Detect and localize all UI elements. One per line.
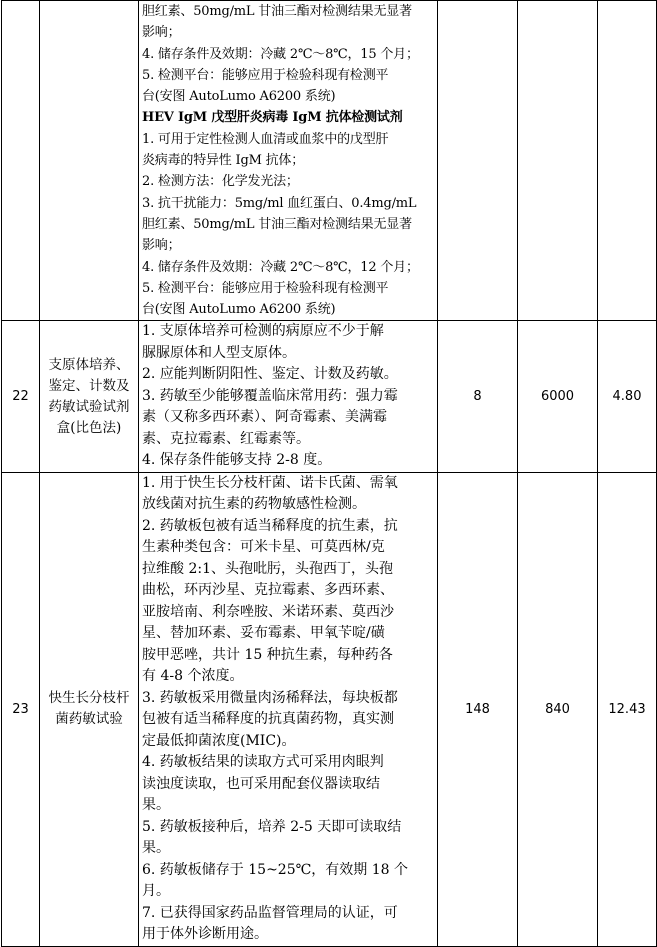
spec-line: 果。 — [142, 797, 170, 814]
item-quantity-cell: 8 — [438, 321, 518, 473]
spec-line: 3. 药敏板采用微量肉汤稀释法，每块板都 — [142, 689, 398, 706]
spec-line: 素、克拉霉素、红霉素等。 — [142, 430, 310, 447]
spec-line: 台(安图 AutoLumo A6200 系统) — [142, 302, 336, 318]
item-quantity-cell — [438, 1, 518, 321]
item-unit-price-cell: 840 — [518, 472, 598, 946]
item-name-cell: 快生长分枝杆菌药敏试验 — [40, 472, 139, 946]
spec-line: 5. 检测平台：能够应用于检验科现有检测平 — [142, 280, 389, 296]
spec-line: 脲脲原体和人型支原体。 — [142, 344, 296, 361]
table-row — [2, 1, 657, 321]
spec-line: 星、替加环素、妥布霉素、甲氧苄啶/磺 — [142, 625, 385, 642]
spec-line: 放线菌对抗生素的药物敏感性检测。 — [142, 496, 366, 513]
item-total-cell — [598, 1, 657, 321]
spec-line: 炎病毒的特异性 IgM 抗体； — [142, 153, 305, 169]
spec-line: 月。 — [142, 883, 170, 900]
spec-line: 6. 药敏板储存于 15~25℃，有效期 18 个 — [142, 861, 408, 878]
spec-line: 1. 支原体培养可检测的病原应不少于解 — [142, 323, 384, 340]
item-quantity-cell: 148 — [438, 472, 518, 946]
spec-line: 亚胺培南、利奈唑胺、米诺环素、莫西沙 — [142, 603, 394, 620]
item-total-cell: 4.80 — [598, 321, 657, 473]
item-spec-cell — [139, 321, 438, 473]
item-total-cell: 12.43 — [598, 472, 657, 946]
table-row — [2, 321, 657, 473]
spec-line: 胺甲恶唑，共计 15 种抗生素，每种药各 — [142, 646, 393, 663]
spec-line: 4. 储存条件及效期：冷藏 2℃～8℃，12 个月； — [142, 259, 419, 275]
spec-line: 胆红素、50mg/mL 甘油三酯对检测结果无显著 — [142, 216, 412, 232]
spec-line: 影响； — [142, 25, 181, 41]
spec-line: 有 4-8 个浓度。 — [142, 668, 244, 685]
spec-line: 包被有适当稀释度的抗真菌药物，真实测 — [142, 711, 394, 728]
spec-line: 生素种类包含：可米卡星、可莫西林/克 — [142, 539, 385, 556]
spec-line: 2. 检测方法：化学发光法； — [142, 174, 299, 190]
item-number-cell: 22 — [2, 321, 40, 473]
spec-line: 果。 — [142, 840, 170, 857]
spec-line: 5. 检测平台：能够应用于检验科现有检测平 — [142, 67, 389, 83]
spec-line: 台(安图 AutoLumo A6200 系统) — [142, 89, 336, 105]
spec-line: 5. 药敏板接种后，培养 2-5 天即可读取结 — [142, 818, 402, 835]
spec-line: 2. 应能判断阴阳性、鉴定、计数及药敏。 — [142, 366, 398, 383]
spec-line: 拉维酸 2:1、头孢吡肟，头孢西丁，头孢 — [142, 560, 393, 577]
table-row — [2, 472, 657, 946]
spec-line: 1. 可用于定性检测人血清或血浆中的戊型肝 — [142, 131, 389, 147]
spec-line: 素（又称多西环素）、阿奇霉素、美满霉 — [142, 409, 387, 426]
spec-line: 影响； — [142, 238, 181, 254]
spec-line: 用于体外诊断用途。 — [142, 926, 268, 943]
item-unit-price-cell: 6000 — [518, 321, 598, 473]
spec-line: 胆红素、50mg/mL 甘油三酯对检测结果无显著 — [142, 4, 412, 19]
spec-line: 读浊度读取，也可采用配套仪器读取结 — [142, 775, 380, 792]
spec-line: 7. 已获得国家药品监督管理局的认证，可 — [142, 904, 398, 921]
item-spec-cell — [139, 472, 438, 946]
item-name-cell: 支原体培养、鉴定、计数及药敏试验试剂盒(比色法) — [40, 321, 139, 473]
spec-line: 4. 保存条件能够支持 2-8 度。 — [142, 452, 332, 469]
spec-line: 定最低抑菌浓度(MIC)。 — [142, 732, 296, 749]
item-number-cell: 23 — [2, 472, 40, 946]
item-unit-price-cell — [518, 1, 598, 321]
spec-line: 曲松，环丙沙星、克拉霉素、多西环素、 — [142, 582, 394, 599]
spec-line: 4. 储存条件及效期：冷藏 2℃～8℃，15 个月； — [142, 46, 419, 62]
item-spec-cell — [139, 1, 438, 321]
item-name-cell — [40, 1, 139, 321]
item-number-cell — [2, 1, 40, 321]
spec-line: 1. 用于快生长分枝杆菌、诺卡氏菌、需氧 — [142, 474, 398, 491]
spec-subheading: HEV IgM 戊型肝炎病毒 IgM 抗体检测试剂 — [142, 110, 403, 126]
spec-line: 3. 抗干扰能力：5mg/ml 血红蛋白、0.4mg/mL — [142, 195, 417, 211]
procurement-table — [1, 0, 657, 947]
spec-line: 2. 药敏板包被有适当稀释度的抗生素，抗 — [142, 517, 398, 534]
spec-line: 3. 药敏至少能够覆盖临床常用药：强力霉 — [142, 387, 398, 404]
spec-line: 4. 药敏板结果的读取方式可采用肉眼判 — [142, 754, 384, 771]
